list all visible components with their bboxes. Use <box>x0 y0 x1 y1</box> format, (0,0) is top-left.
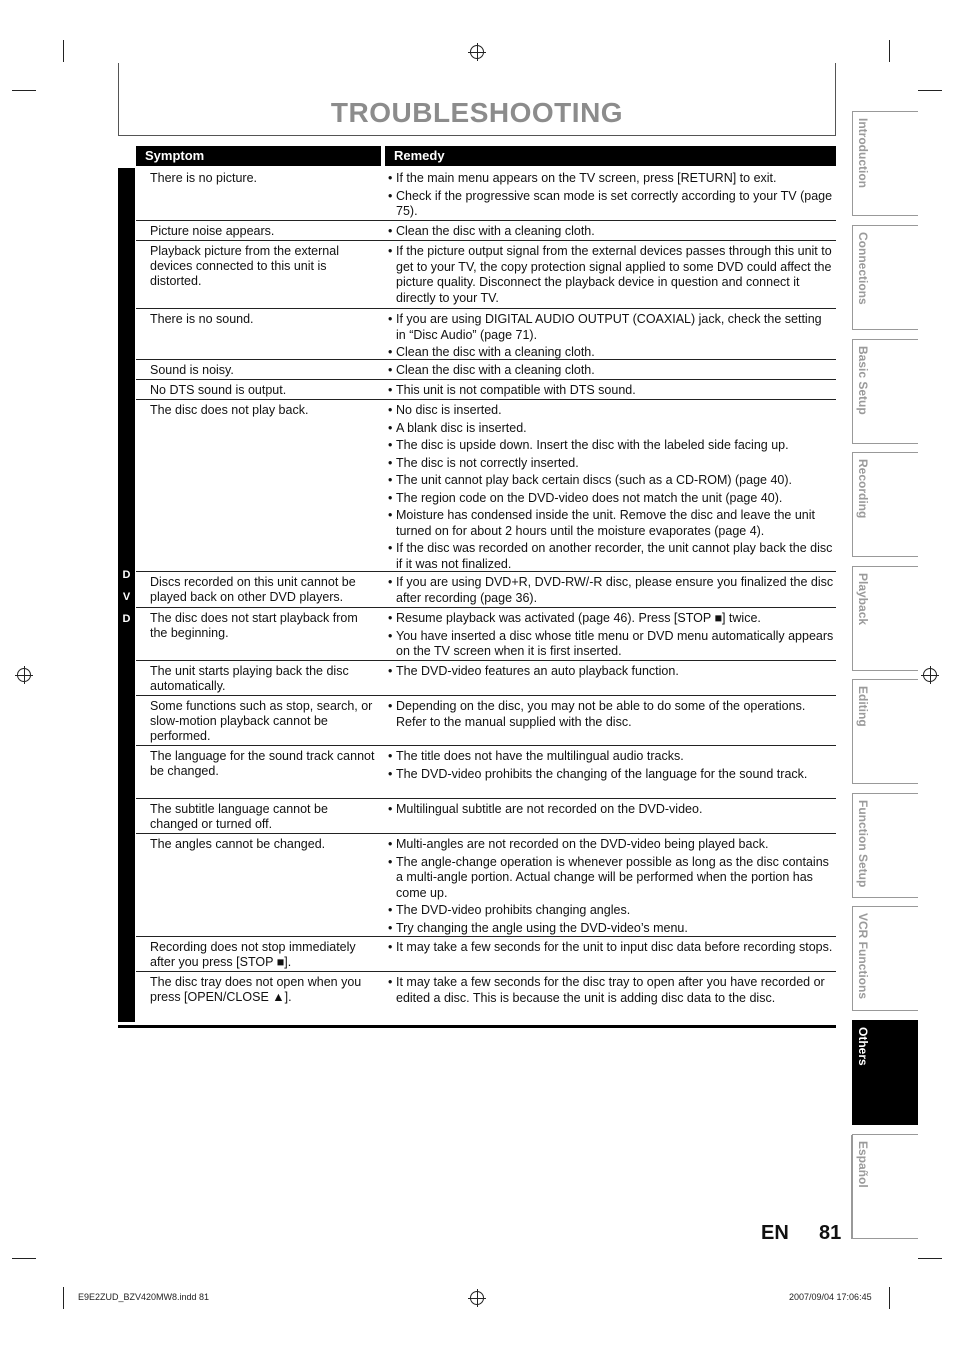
remedy-cell <box>388 383 834 401</box>
table-row <box>136 661 836 696</box>
remedy-item: • Resume playback was activated (page 46). Press [STOP ■] twice. <box>388 611 834 627</box>
section-letter: D <box>122 613 131 625</box>
page-number-rule <box>851 1238 918 1239</box>
remedy-cell <box>388 749 834 784</box>
remedy-item: • Multilingual subtitle are not recorded on the DVD-video. <box>388 802 834 818</box>
page-number: 81 <box>819 1222 842 1244</box>
symptom-cell: Some functions such as stop, search, or slow-motion playback cannot be performed. <box>150 699 373 743</box>
remedy-cell <box>388 940 834 958</box>
remedy-item: • The DVD-video features an auto playback function. <box>388 664 834 680</box>
remedy-cell <box>388 171 834 222</box>
symptom-cell: The language for the sound track cannot be changed. <box>150 749 375 778</box>
registration-mark-icon <box>17 668 31 682</box>
symptom-cell: Discs recorded on this unit cannot be played back on other DVD players. <box>150 575 356 604</box>
footer-timestamp: 2007/09/04 17:06:45 <box>789 1292 872 1302</box>
table-row <box>136 746 836 799</box>
symptom-cell: There is no picture. <box>150 171 257 185</box>
crop-mark <box>918 90 942 91</box>
remedy-cell <box>388 363 834 381</box>
table-row <box>136 241 836 309</box>
remedy-item: • Clean the disc with a cleaning cloth. <box>388 345 834 361</box>
symptom-cell: Picture noise appears. <box>150 224 275 238</box>
table-row <box>136 380 836 400</box>
tab-label: Español <box>856 1141 870 1188</box>
page-title: TROUBLESHOOTING <box>330 97 624 128</box>
remedy-item: • Depending on the disc, you may not be able to do some of the operations. Refer to the manual supplied with the disc. <box>388 699 834 730</box>
tab-label: Basic Setup <box>856 346 870 415</box>
remedy-item: • If the picture output signal from the external devices passes through this unit to get to your TV, the copy protection signal applied to some DVD could affect the picture quality. Disconnect the playback device in question and connect it directly to your TV. <box>388 244 834 306</box>
symptom-cell: The disc does not play back. <box>150 403 309 417</box>
remedy-item: • No disc is inserted. <box>388 403 834 419</box>
remedy-cell <box>388 244 834 308</box>
tab-espanol[interactable] <box>852 1134 918 1239</box>
symptom-cell: Recording does not stop immediately after you press [STOP ■]. <box>150 940 356 969</box>
remedy-item: • The disc is upside down. Insert the disc with the labeled side facing up. <box>388 438 834 454</box>
crop-mark <box>12 90 36 91</box>
table-row <box>136 972 836 1024</box>
remedy-item: • The title does not have the multilingual audio tracks. <box>388 749 834 765</box>
remedy-cell <box>388 837 834 938</box>
crop-mark <box>918 1258 942 1259</box>
tab-label: Recording <box>856 459 870 519</box>
remedy-item: • Multi-angles are not recorded on the DVD-video being played back. <box>388 837 834 853</box>
table-row <box>136 572 836 608</box>
remedy-item: • If you are using DVD+R, DVD-RW/-R disc, please ensure you finalized the disc after recording (page 36). <box>388 575 834 606</box>
page-number-rule <box>851 1135 852 1239</box>
symptom-cell: There is no sound. <box>150 312 254 326</box>
title-box <box>118 63 836 136</box>
table-row <box>136 309 836 360</box>
remedy-item: • A blank disc is inserted. <box>388 421 834 437</box>
table-bottom-rule <box>118 1025 836 1028</box>
remedy-item: • This unit is not compatible with DTS sound. <box>388 383 834 399</box>
symptom-cell: The disc does not start playback from the beginning. <box>150 611 358 640</box>
remedy-header: Remedy <box>385 146 836 166</box>
remedy-item: • Try changing the angle using the DVD-video’s menu. <box>388 921 834 937</box>
section-letter: D <box>122 569 131 581</box>
tab-label: VCR Functions <box>856 913 870 999</box>
tab-function-setup[interactable] <box>852 793 918 898</box>
remedy-item: • If the disc was recorded on another recorder, the unit cannot play back the disc if it was not finalized. <box>388 541 834 572</box>
crop-mark <box>63 1287 64 1309</box>
tab-label: Playback <box>856 573 870 626</box>
registration-mark-icon <box>923 668 937 682</box>
remedy-item: • You have inserted a disc whose title menu or DVD menu automatically appears on the TV screen when it is first inserted. <box>388 629 834 660</box>
crop-mark <box>12 1258 36 1259</box>
crop-mark <box>889 40 890 62</box>
remedy-item: • Clean the disc with a cleaning cloth. <box>388 363 834 379</box>
remedy-cell <box>388 699 834 732</box>
symptom-cell: No DTS sound is output. <box>150 383 287 397</box>
remedy-item: • Clean the disc with a cleaning cloth. <box>388 224 834 240</box>
symptom-cell: Sound is noisy. <box>150 363 234 377</box>
tab-label: Others <box>856 1027 870 1066</box>
symptom-cell: The subtitle language cannot be changed or turned off. <box>150 802 328 831</box>
remedy-item: • The disc is not correctly inserted. <box>388 456 834 472</box>
remedy-cell <box>388 664 834 682</box>
remedy-item: • The unit cannot play back certain discs (such as a CD-ROM) (page 40). <box>388 473 834 489</box>
remedy-cell <box>388 611 834 662</box>
table-row <box>136 221 836 241</box>
tab-connections[interactable] <box>852 225 918 330</box>
table-row <box>136 168 836 221</box>
tab-introduction[interactable] <box>852 111 918 216</box>
table-row <box>136 834 836 937</box>
symptom-cell: Playback picture from the external devices connected to this unit is distorted. <box>150 244 339 288</box>
crop-mark <box>63 40 64 62</box>
remedy-cell <box>388 575 834 608</box>
section-letter: V <box>122 591 131 603</box>
remedy-item: • Moisture has condensed inside the unit. Remove the disc and leave the unit turned on for about 2 hours until the moisture evaporates (page 4). <box>388 508 834 539</box>
tab-basic-setup[interactable] <box>852 339 918 444</box>
table-row <box>136 608 836 661</box>
tab-label: Function Setup <box>856 800 870 888</box>
tab-label: Connections <box>856 232 870 305</box>
crop-mark <box>889 1287 890 1309</box>
dvd-section-label <box>118 564 135 630</box>
symptom-cell: The angles cannot be changed. <box>150 837 326 851</box>
table-row <box>136 360 836 380</box>
tab-editing[interactable] <box>852 679 918 784</box>
remedy-cell <box>388 403 834 574</box>
remedy-item: • It may take a few seconds for the disc tray to open after you have recorded or edited a disc. This is because the unit is adding disc data to the disc. <box>388 975 834 1006</box>
symptom-header: Symptom <box>136 146 381 166</box>
table-row <box>136 937 836 972</box>
remedy-cell <box>388 224 834 242</box>
table-row <box>136 400 836 572</box>
remedy-item: • The DVD-video prohibits the changing of the language for the sound track. <box>388 767 834 783</box>
tab-label: Editing <box>856 686 870 727</box>
remedy-item: • The angle-change operation is whenever possible as long as the disc contains a multi-angle portion. Actual change will be performed when the portion has come up. <box>388 855 834 902</box>
remedy-item: • The DVD-video prohibits changing angles. <box>388 903 834 919</box>
tab-playback[interactable] <box>852 566 918 671</box>
symptom-cell: The disc tray does not open when you press [OPEN/CLOSE ▲]. <box>150 975 362 1004</box>
tab-label: Introduction <box>856 118 870 188</box>
table-row <box>136 696 836 746</box>
remedy-cell <box>388 975 834 1008</box>
remedy-item: • If the main menu appears on the TV screen, press [RETURN] to exit. <box>388 171 834 187</box>
page-language: EN <box>761 1222 789 1244</box>
tab-vcr-functions[interactable] <box>852 906 918 1011</box>
remedy-item: • Check if the progressive scan mode is set correctly according to your TV (page 75). <box>388 189 834 220</box>
tab-others[interactable] <box>852 1020 918 1125</box>
remedy-item: • It may take a few seconds for the unit to input disc data before recording stops. <box>388 940 834 956</box>
remedy-item: • If you are using DIGITAL AUDIO OUTPUT (COAXIAL) jack, check the setting in “Disc Audio” (page 71). <box>388 312 834 343</box>
remedy-cell <box>388 312 834 363</box>
footer-file: E9E2ZUD_BZV420MW8.indd 81 <box>78 1292 210 1302</box>
remedy-item: • The region code on the DVD-video does not match the unit (page 40). <box>388 491 834 507</box>
symptom-cell: The unit starts playing back the disc automatically. <box>150 664 349 693</box>
table-row <box>136 799 836 834</box>
remedy-cell <box>388 802 834 820</box>
registration-mark-icon <box>470 1291 484 1305</box>
registration-mark-icon <box>470 45 484 59</box>
tab-recording[interactable] <box>852 452 918 557</box>
